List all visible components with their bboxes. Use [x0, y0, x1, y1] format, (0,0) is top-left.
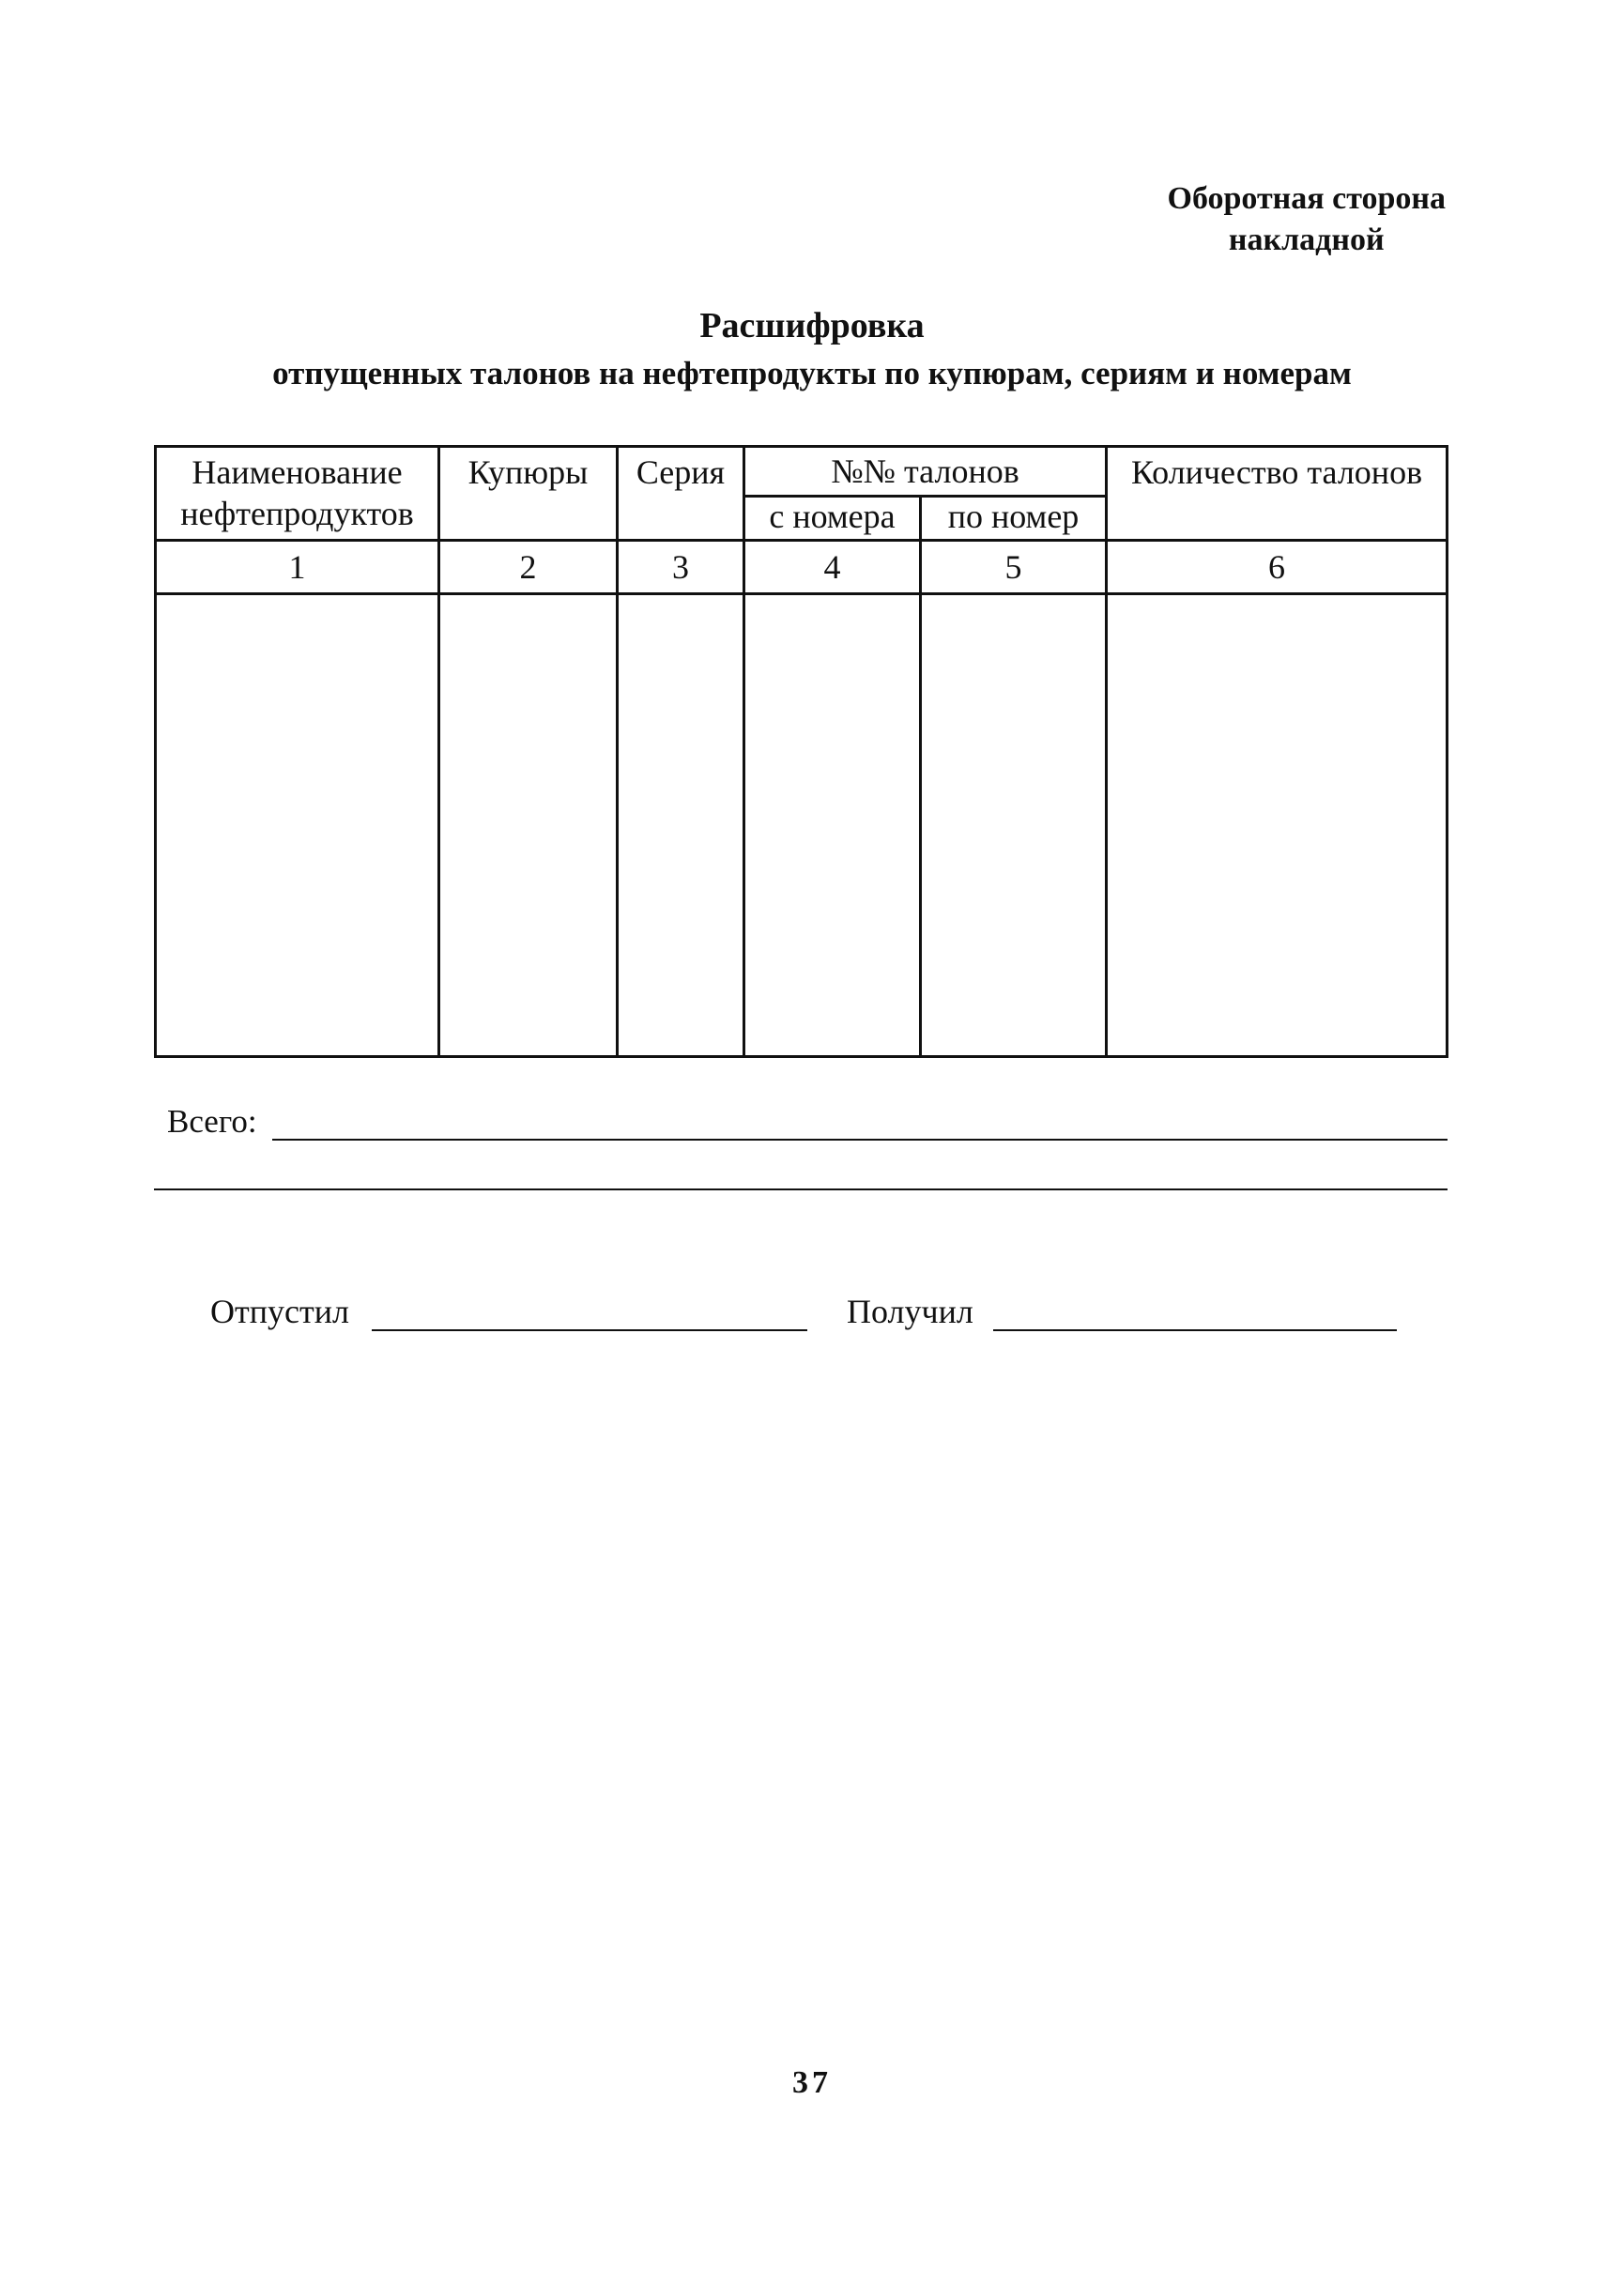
body-cell-quantity[interactable]	[1107, 594, 1448, 1057]
released-by-signature-line[interactable]	[372, 1329, 807, 1331]
total-fill-line[interactable]	[272, 1139, 1448, 1141]
body-cell-to-number[interactable]	[921, 594, 1107, 1057]
header-product-name-line2: нефтепродуктов	[180, 495, 414, 532]
total-label: Всего:	[167, 1103, 257, 1140]
reverse-side-note	[1168, 178, 1447, 261]
body-cell-from-number[interactable]	[744, 594, 921, 1057]
column-number-2: 2	[439, 541, 618, 594]
header-denominations: Купюры	[439, 447, 618, 541]
header-series: Серия	[618, 447, 744, 541]
page-number: 37	[792, 2065, 832, 2100]
body-cell-product-name[interactable]	[156, 594, 439, 1057]
column-number-5: 5	[921, 541, 1107, 594]
header-to-number: по номер	[921, 497, 1107, 541]
table-header-row	[156, 447, 1448, 497]
document-title	[0, 302, 1624, 396]
received-by-signature-line[interactable]	[993, 1329, 1397, 1331]
title-main: Расшифровка	[699, 306, 925, 345]
received-by-label: Получил	[847, 1293, 973, 1330]
header-product-name-line1: Наименование	[192, 453, 403, 491]
reverse-side-note-line2: накладной	[1228, 222, 1385, 257]
title-subtitle: отпущенных талонов на нефтепродукты по купюрам, сериям и номерам	[272, 355, 1352, 391]
coupons-table	[154, 445, 1448, 1058]
column-number-3: 3	[618, 541, 744, 594]
reverse-side-note-line1: Оборотная сторона	[1167, 181, 1446, 216]
column-number-6: 6	[1107, 541, 1448, 594]
column-number-row	[156, 541, 1448, 594]
column-number-4: 4	[744, 541, 921, 594]
header-from-number: с номера	[744, 497, 921, 541]
header-coupon-quantity: Количество талонов	[1107, 447, 1448, 541]
table-body-row	[156, 594, 1448, 1057]
header-product-name	[156, 447, 439, 541]
column-number-1: 1	[156, 541, 439, 594]
body-cell-series[interactable]	[618, 594, 744, 1057]
released-by-label: Отпустил	[210, 1293, 349, 1330]
total-fill-line-2[interactable]	[154, 1188, 1448, 1190]
body-cell-denominations[interactable]	[439, 594, 618, 1057]
header-coupon-numbers: №№ талонов	[744, 447, 1107, 497]
